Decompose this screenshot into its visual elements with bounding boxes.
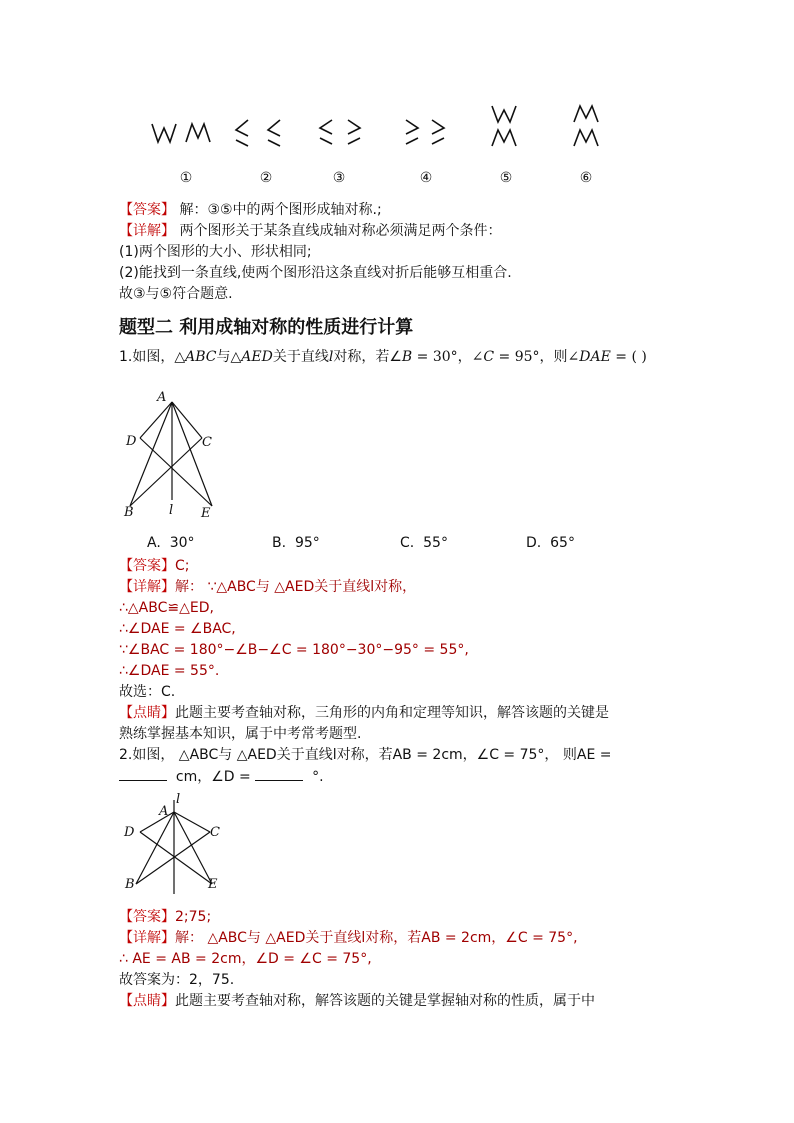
q1-point-e: E — [201, 506, 211, 521]
q0-conclusion: 故③与⑤符合题意. — [119, 286, 233, 302]
q2-point-b: B — [125, 877, 135, 892]
q1-detail: 【详解】解： ∵△ABC与 △AED关于直线l对称， — [119, 579, 417, 595]
q2-point-a: A — [159, 804, 169, 819]
symmetry-figures — [140, 100, 620, 160]
q1-point-d: D — [126, 434, 137, 449]
q1-point-b: B — [124, 505, 134, 520]
detail-tag: 【详解】 — [119, 223, 175, 239]
q1-option-b: B. 95° — [272, 535, 320, 551]
q0-cond2: (2)能找到一条直线,使两个图形沿这条直线对折后能够互相重合. — [119, 265, 512, 281]
figure-label-4: ④ — [419, 170, 433, 186]
answer-text: 解：③⑤中的两个图形成轴对称.; — [179, 202, 382, 218]
figure-label-5: ⑤ — [499, 170, 513, 186]
q1-line-l: l — [169, 503, 174, 518]
figure-label-3: ③ — [332, 170, 346, 186]
q2-detail: 【详解】解： △ABC与 △AED关于直线l对称，若AB = 2cm，∠C = 75°, — [119, 930, 578, 946]
q2-point: 【点睛】此题主要考查轴对称，解答该题的关键是掌握轴对称的性质，属于中 — [119, 993, 595, 1009]
q2-fill: 故答案为：2，75. — [119, 972, 235, 988]
q2-detail-line-2: ∴ AE = AB = 2cm，∠D = ∠C = 75°, — [119, 951, 372, 967]
q2-point-e: E — [208, 877, 218, 892]
q2-line-l: l — [176, 792, 181, 807]
q1-detail-line-4: ∵∠BAC = 180°−∠B−∠C = 180°−30°−95° = 55°, — [119, 642, 469, 658]
q1-choose: 故选：C. — [119, 684, 176, 700]
q0-answer — [119, 200, 382, 221]
figure-label-6: ⑥ — [579, 170, 593, 186]
q2-blank-ae[interactable] — [119, 766, 167, 781]
q1-detail-line-3: ∴∠DAE = ∠BAC, — [119, 621, 236, 637]
q1-answer: 【答案】C; — [119, 558, 190, 574]
q1-stem: 1.如图，△ABC与△AED关于直线l对称，若∠B = 30°，∠C = 95°，则∠DAE = ( ) — [119, 349, 647, 365]
q0-cond1: (1)两个图形的大小、形状相同; — [119, 244, 312, 260]
q1-option-d: D. 65° — [526, 535, 575, 551]
q2-stem-2: cm，∠D = °. — [119, 766, 324, 788]
q2-stem: 2.如图， △ABC与 △AED关于直线l对称，若AB = 2cm，∠C = 75°， 则AE = — [119, 747, 612, 763]
q0-detail — [119, 221, 501, 242]
section-title: 题型二 利用成轴对称的性质进行计算 — [119, 317, 414, 338]
q1-option-a: A. 30° — [147, 535, 195, 551]
q1-point: 【点睛】此题主要考查轴对称，三角形的内角和定理等知识，解答该题的关键是 — [119, 705, 609, 721]
q1-point-2: 熟练掌握基本知识，属于中考常考题型. — [119, 726, 362, 742]
q1-point-c: C — [202, 435, 212, 450]
figure-label-1: ① — [179, 170, 193, 186]
q1-option-c: C. 55° — [400, 535, 448, 551]
q1-detail-line-5: ∴∠DAE = 55°. — [119, 663, 220, 679]
detail-text: 两个图形关于某条直线成轴对称必须满足两个条件： — [179, 223, 502, 239]
answer-tag: 【答案】 — [119, 202, 175, 218]
q1-point-a: A — [157, 390, 167, 405]
q1-triangle-figure — [120, 388, 230, 528]
figure-label-2: ② — [259, 170, 273, 186]
q1-detail-line-2: ∴△ABC≌△ED, — [119, 600, 214, 616]
q2-point-c: C — [210, 825, 220, 840]
q2-blank-d[interactable] — [255, 766, 303, 781]
q2-point-d: D — [124, 825, 135, 840]
q2-answer: 【答案】2;75; — [119, 909, 212, 925]
